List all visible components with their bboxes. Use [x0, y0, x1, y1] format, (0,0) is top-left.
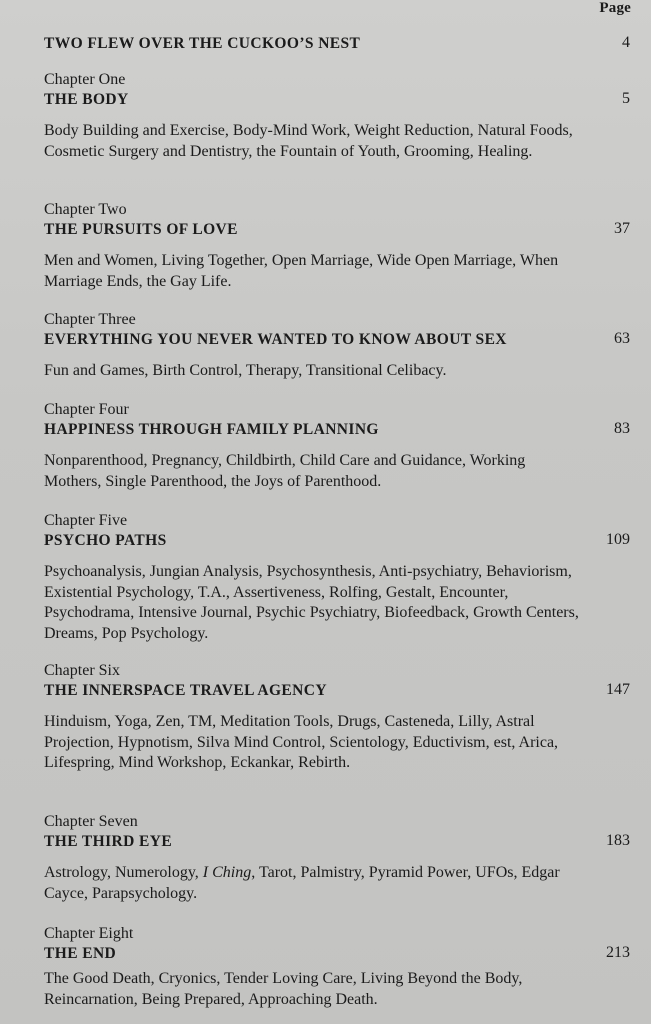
description-italic-title: I Ching	[202, 864, 252, 881]
entry-page-number: 83	[614, 420, 630, 437]
chapter-label: Chapter Eight	[44, 925, 134, 942]
entry-description: Psychoanalysis, Jungian Analysis, Psychosynthesis, Anti-psychiatry, Behaviorism, Existential Psychology, T.A., Assertiveness, Rolfing, Gestalt, Encounter, Psychodrama, Intensive Journal, Psychic Psychiatry, Biofeedback, Growth Centers, Dreams, Pop Psychology.	[44, 563, 579, 642]
entry-description: Hinduism, Yoga, Zen, TM, Meditation Tools, Drugs, Casteneda, Lilly, Astral Projection, Hypnotism, Silva Mind Control, Scientology, Eductivism, est, Arica, Lifespring, Mind Workshop, Eckankar, Rebirth.	[44, 713, 559, 771]
entry-page-number: 109	[606, 531, 630, 548]
toc-entry-chapter-two	[44, 201, 634, 292]
entry-page-number: 213	[606, 944, 630, 961]
toc-entry-chapter-three	[44, 311, 634, 382]
entry-description: Nonparenthood, Pregnancy, Childbirth, Child Care and Guidance, Working Mothers, Single Parenthood, the Joys of Parenthood.	[44, 452, 526, 490]
chapter-label: Chapter Five	[44, 512, 128, 529]
entry-page-number: 4	[622, 34, 630, 51]
toc-entry-chapter-eight	[44, 925, 634, 1010]
chapter-label: Chapter One	[44, 71, 126, 88]
entry-description: Body Building and Exercise, Body-Mind Work, Weight Reduction, Natural Foods, Cosmetic Surgery and Dentistry, the Fountain of Youth, Grooming, Healing.	[44, 122, 573, 160]
toc-entry-chapter-four	[44, 401, 634, 492]
description-text: , Tarot, Palmistry, Pyramid Power, UFOs, Edgar Cayce, Parapsychology.	[44, 864, 560, 902]
chapter-label: Chapter Four	[44, 401, 129, 418]
entry-page-number: 37	[614, 220, 630, 237]
entry-title: THE END	[44, 945, 117, 962]
toc-entry-chapter-five	[44, 512, 634, 644]
entry-title: THE BODY	[44, 91, 129, 108]
toc-entry-chapter-seven	[44, 813, 634, 904]
entry-page-number: 63	[614, 330, 630, 347]
chapter-label: Chapter Three	[44, 311, 136, 328]
entry-title: THE THIRD EYE	[44, 833, 173, 850]
entry-description: Fun and Games, Birth Control, Therapy, Transitional Celibacy.	[44, 362, 447, 379]
entry-title: TWO FLEW OVER THE CUCKOO’S NEST	[44, 35, 361, 52]
entry-title: PSYCHO PATHS	[44, 532, 167, 549]
entry-page-number: 5	[622, 90, 630, 107]
entry-page-number: 183	[606, 832, 630, 849]
chapter-label: Chapter Seven	[44, 813, 138, 830]
toc-entry-chapter-one	[44, 71, 634, 162]
entry-title: HAPPINESS THROUGH FAMILY PLANNING	[44, 421, 379, 438]
entry-title: EVERYTHING YOU NEVER WANTED TO KNOW ABOUT SEX	[44, 331, 507, 348]
entry-description	[44, 863, 584, 904]
entry-page-number: 147	[606, 681, 630, 698]
toc-entry-intro	[44, 33, 634, 53]
chapter-label: Chapter Two	[44, 201, 127, 218]
entry-description: Men and Women, Living Together, Open Marriage, Wide Open Marriage, When Marriage Ends, the Gay Life.	[44, 252, 559, 290]
toc-entry-chapter-six	[44, 662, 634, 774]
chapter-label: Chapter Six	[44, 662, 120, 679]
page-column-header: Page	[599, 0, 631, 16]
entry-description: The Good Death, Cryonics, Tender Loving Care, Living Beyond the Body, Reincarnation, Being Prepared, Approaching Death.	[44, 970, 523, 1008]
description-text: Astrology, Numerology,	[44, 864, 203, 881]
entry-title: THE INNERSPACE TRAVEL AGENCY	[44, 682, 327, 699]
entry-title: THE PURSUITS OF LOVE	[44, 221, 238, 238]
